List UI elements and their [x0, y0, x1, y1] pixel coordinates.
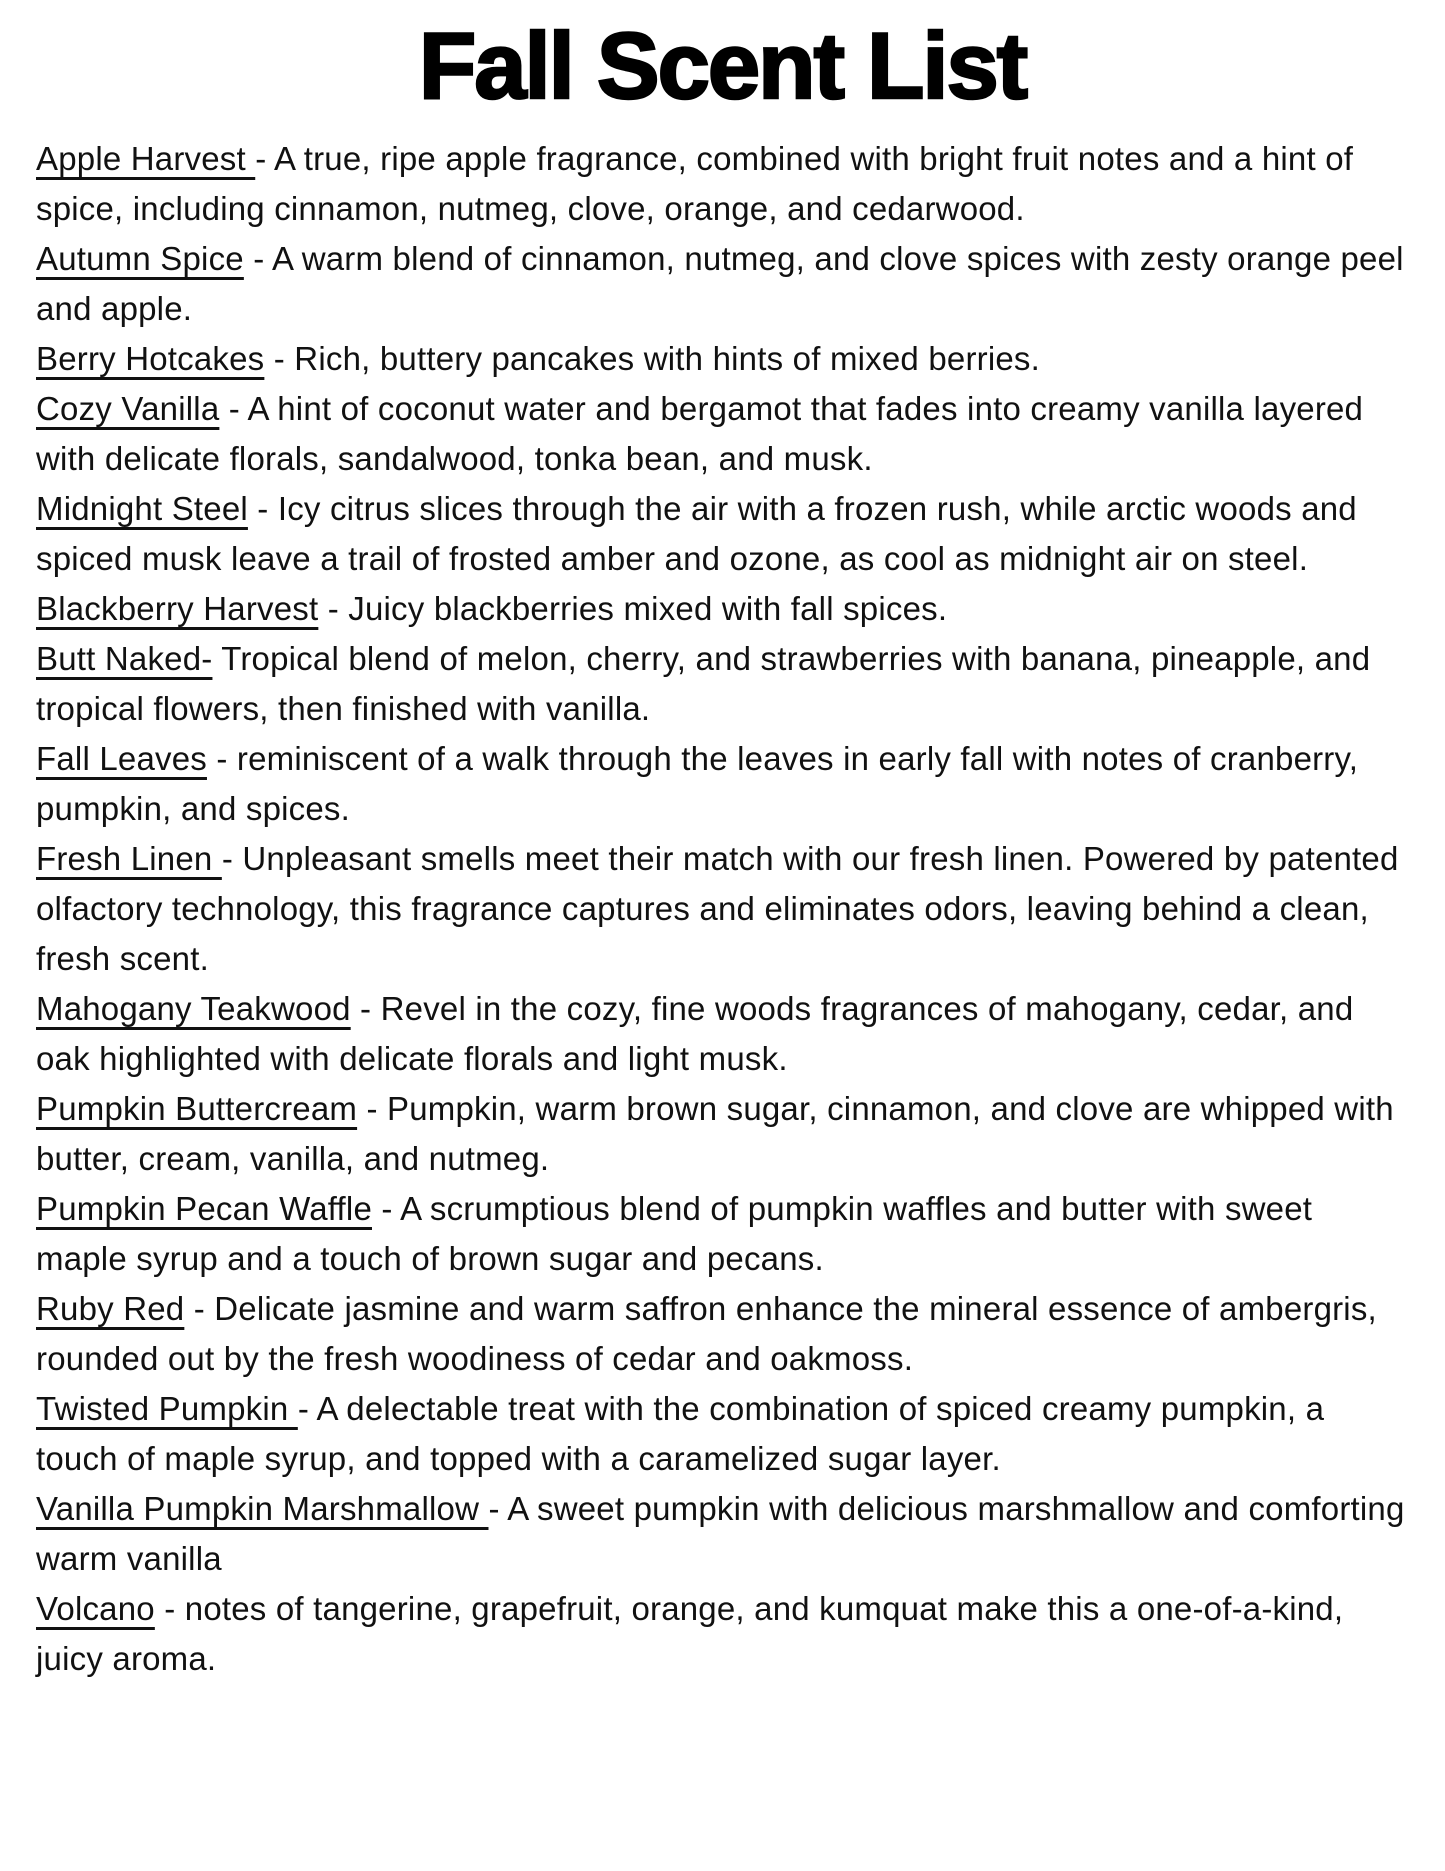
scent-entry — [36, 1384, 1411, 1484]
scent-entry — [36, 334, 1411, 384]
scent-name: Fresh Linen — [36, 840, 222, 877]
scent-name: Volcano — [36, 1590, 155, 1627]
scent-entry — [36, 1484, 1411, 1584]
scent-description: - Rich, buttery pancakes with hints of mixed berries. — [264, 340, 1040, 377]
scent-name: Vanilla Pumpkin Marshmallow — [36, 1490, 489, 1527]
scent-description: - Pumpkin, warm brown sugar, cinnamon, and clove are whipped with butter, cream, vanilla, and nutmeg. — [36, 1090, 1394, 1177]
scent-description: - A scrumptious blend of pumpkin waffles and butter with sweet maple syrup and a touch of brown sugar and pecans. — [36, 1190, 1313, 1277]
scent-description: - A warm blend of cinnamon, nutmeg, and clove spices with zesty orange peel and apple. — [36, 240, 1404, 327]
scent-name: Pumpkin Buttercream — [36, 1090, 358, 1127]
scent-entry — [36, 584, 1411, 634]
scent-description: - notes of tangerine, grapefruit, orange, and kumquat make this a one-of-a-kind, juicy aroma. — [36, 1590, 1344, 1677]
scent-description: Tropical blend of melon, cherry, and strawberries with banana, pineapple, and tropical flowers, then finished with vanilla. — [36, 640, 1371, 727]
scent-entry — [36, 984, 1411, 1084]
scent-description: - reminiscent of a walk through the leaves in early fall with notes of cranberry, pumpkin, and spices. — [36, 740, 1359, 827]
scent-name: Butt Naked- — [36, 640, 213, 677]
scent-description: - A true, ripe apple fragrance, combined with bright fruit notes and a hint of spice, including cinnamon, nutmeg, clove, orange, and cedarwood. — [36, 140, 1354, 227]
scent-entry — [36, 134, 1411, 234]
scent-description: - Unpleasant smells meet their match with our fresh linen. Powered by patented olfactory technology, this fragrance captures and eliminates odors, leaving behind a clean, fresh scent. — [36, 840, 1399, 977]
scent-list — [0, 134, 1445, 1684]
scent-name: Ruby Red — [36, 1290, 185, 1327]
scent-name: Pumpkin Pecan Waffle — [36, 1190, 372, 1227]
scent-name: Mahogany Teakwood — [36, 990, 351, 1027]
scent-entry — [36, 1284, 1411, 1384]
scent-name: Cozy Vanilla — [36, 390, 220, 427]
scent-name: Twisted Pumpkin — [36, 1390, 298, 1427]
scent-description: - Juicy blackberries mixed with fall spices. — [318, 590, 948, 627]
scent-description: - A sweet pumpkin with delicious marshmallow and comforting warm vanilla — [36, 1490, 1405, 1577]
scent-entry — [36, 1184, 1411, 1284]
scent-name: Midnight Steel — [36, 490, 248, 527]
scent-entry — [36, 634, 1411, 734]
scent-entry — [36, 1584, 1411, 1684]
scent-name: Berry Hotcakes — [36, 340, 265, 377]
scent-entry — [36, 384, 1411, 484]
scent-description: - Icy citrus slices through the air with a frozen rush, while arctic woods and spiced musk leave a trail of frosted amber and ozone, as cool as midnight air on steel. — [36, 490, 1357, 577]
scent-name: Blackberry Harvest — [36, 590, 319, 627]
scent-entry — [36, 234, 1411, 334]
scent-name: Fall Leaves — [36, 740, 207, 777]
scent-name: Autumn Spice — [36, 240, 244, 277]
scent-entry — [36, 1084, 1411, 1184]
scent-description: - Delicate jasmine and warm saffron enhance the mineral essence of ambergris, rounded out by the fresh woodiness of cedar and oakmoss. — [36, 1290, 1377, 1377]
scent-description: - Revel in the cozy, fine woods fragrances of mahogany, cedar, and oak highlighted with delicate florals and light musk. — [36, 990, 1354, 1077]
scent-description: - A delectable treat with the combination of spiced creamy pumpkin, a touch of maple syrup, and topped with a caramelized sugar layer. — [36, 1390, 1325, 1477]
scent-entry — [36, 734, 1411, 834]
page-title: Fall Scent List — [418, 13, 1027, 118]
scent-description: - A hint of coconut water and bergamot that fades into creamy vanilla layered with delicate florals, sandalwood, tonka bean, and musk. — [36, 390, 1364, 477]
scent-entry — [36, 834, 1411, 984]
scent-entry — [36, 484, 1411, 584]
scent-name: Apple Harvest — [36, 140, 256, 177]
